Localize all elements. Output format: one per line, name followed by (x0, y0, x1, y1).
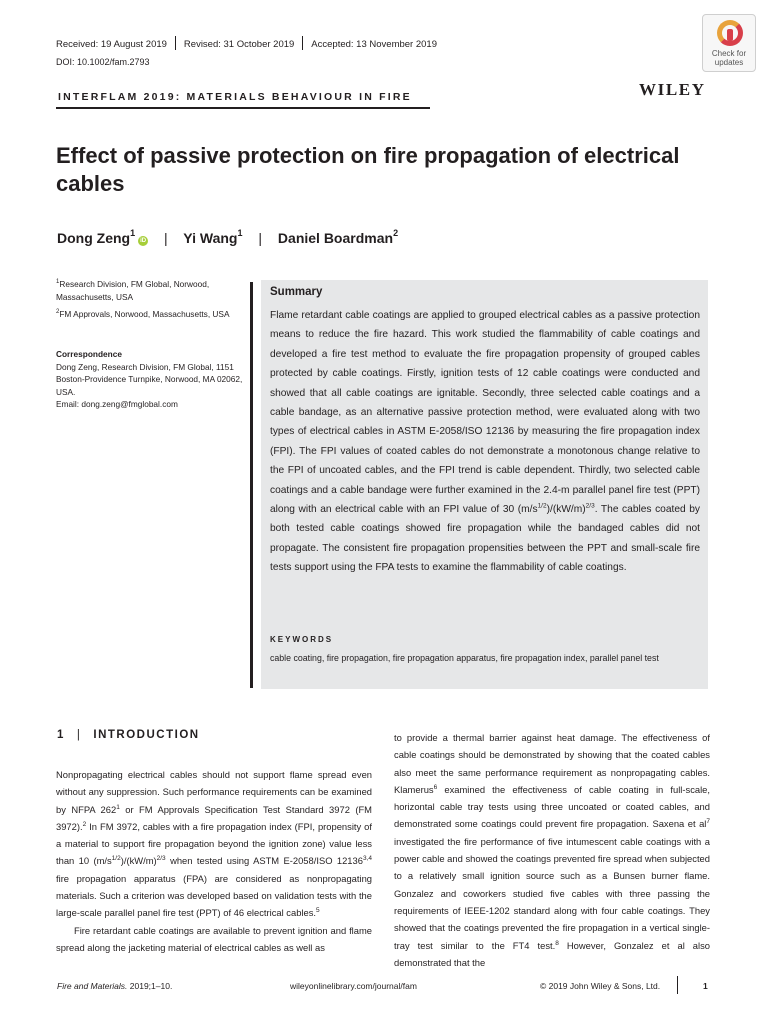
check-for-updates-badge[interactable] (702, 14, 756, 72)
summary-text: Flame retardant cable coatings are applied to grouped electrical cables as a passive protection means to reduce the fire hazard. This work studied the flammability of cable coatings and developed a fire test method to evaluate the fire propagation propensity of grouped cables protected by cable coatings. Firstly, ignition tests of 12 cable coatings were conducted and showed that all cable coatings are ignitable. Secondly, three selected cable coatings and a cable bandage, as an alternative passive protection method, were evaluated along with two types of electrical cables in ASTM E-2058/ISO 12136 by measuring the fire propagation index (FPI). The FPI values of coated cables do not demonstrate a monotonous change relative to the FPI of uncoated cables, and the FPI trend is cable dependent. Thirdly, two selected cable coatings and a cable bandage were further examined in the 2.4-m parallel panel fire test (PPT) along with an electrical cable with an FPI value of 30 $(m/s^{1/2})/(kW/m)^{2/3}$. The cables coated by both tested cable coatings showed fire propagation while the bandaged cables did not propagate. The consistent fire propagation propensities between the PPT and small-scale fire tests support using the FPA tests to examine the flammability of cable coatings. (270, 310, 701, 574)
affiliation-mark: 2 (56, 309, 60, 316)
badge-label: Check for updates (711, 49, 747, 67)
citation[interactable]: 3,4 (362, 855, 372, 863)
citation[interactable]: 8 (555, 939, 559, 947)
author-separator: | (258, 230, 263, 246)
body-column-left (56, 766, 372, 956)
journal-info: 2019;1–10. (129, 981, 173, 991)
affiliation-mark: 1 (56, 279, 60, 286)
paragraph: Nonpropagating electrical cables should not support flame spread even without any suppression. Such performance requirements can be examined by NFPA $262^1$ or FM Approvals Specification Test Standard 3972 (FM 3972).$^2$ In FM 3972, cables with a fire propagation index (FPI, propensity of a material to support fire propagation beyond the ignition zone) value less than 10 $(m/s^{1/2})/(kW/m)^{2/3}$ when tested using ASTM E-2058/ISO 12136$^{3,4}$ fire propagation apparatus (FPA) are considered as nonpropagating materials. Such a criterion was developed based on validation tests with the large-scale parallel panel fire test (PPT) of 46 electrical cables.$^5$ (56, 769, 372, 919)
citation[interactable]: 2 (82, 820, 87, 828)
affiliation-text: Research Division, FM Global, Norwood, Massachusetts, USA (56, 279, 210, 302)
keywords-heading: KEYWORDS (270, 635, 334, 644)
author-affiliation-mark: 2 (393, 228, 399, 239)
citation[interactable]: 7 (706, 818, 710, 826)
section-title: INTRODUCTION (93, 729, 200, 741)
section-number: 1 (57, 729, 65, 741)
footer-rule (677, 976, 678, 994)
author-separator: | (164, 230, 168, 246)
journal-citation (57, 981, 172, 991)
divider (302, 36, 303, 50)
affiliation-1 (56, 278, 246, 303)
orcid-icon[interactable]: iD (140, 238, 147, 244)
publisher-logo: WILEY (639, 80, 706, 99)
author-affiliation-mark: 1 (237, 228, 243, 239)
journal-name: Fire and Materials. (57, 981, 128, 991)
author-name[interactable]: Dong Zeng (57, 230, 131, 246)
section-separator: | (76, 729, 82, 741)
citation[interactable]: 5 (316, 907, 320, 915)
received-date: Received: 19 August 2019 (56, 38, 167, 50)
summary-heading: Summary (270, 286, 323, 298)
author-name[interactable]: Yi Wang (183, 230, 238, 246)
doi[interactable]: DOI: 10.1002/fam.2793 (56, 57, 150, 67)
keywords-list: cable coating, fire propagation, fire propagation apparatus, fire propagation index, parallel panel test (270, 653, 659, 663)
affiliation-2 (56, 308, 246, 321)
correspondence-label: Correspondence (56, 349, 122, 359)
accepted-date: Accepted: 13 November 2019 (311, 38, 437, 50)
journal-url[interactable]: wileyonlinelibrary.com/journal/fam (290, 981, 417, 991)
correspondence (56, 348, 246, 411)
revised-date: Revised: 31 October 2019 (183, 38, 295, 50)
paragraph: to provide a thermal barrier against heat damage. The effectiveness of cable coatings should be demonstrated by showing that the coated cables also meet the same performance requirement as nonpropagating cables. Klamerus$^6$ examined the effectiveness of cable coating in full-scale, horizontal cable tray tests using three uncoated or coated cables, and demonstrated some coatings could prevent fire propagation. Saxena et $al^7$ investigated the fire performance of five intumescent cable coatings with a power cable and showed the coatings prevented fire spread when subjected to a relatively small ignition source such as a Bunsen burner flame. Gonzalez and coworkers studied five cables with three passing the requirements of IEEE-1202 standard along with four cable coatings. They showed that the coatings prevented the fire propagation in a vertical single-tray test similar to the FT4 test.$^8$ However, Gonzalez et al also demonstrated that the (394, 732, 710, 968)
copyright: © 2019 John Wiley & Sons, Ltd. (540, 981, 661, 991)
author-list (57, 230, 398, 246)
correspondence-address: Dong Zeng, Research Division, FM Global, 1151 Boston-Providence Turnpike, Norwood, MA 02062, USA. (56, 361, 243, 397)
paragraph: Fire retardant cable coatings are available to prevent ignition and flame spread along the jacketing material of electrical cables as well as (56, 924, 372, 953)
citation[interactable]: 6 (433, 783, 438, 791)
series-rule (56, 107, 430, 109)
correspondence-email[interactable]: Email: dong.zeng@fmglobal.com (56, 399, 178, 409)
article-dates (56, 37, 437, 51)
section-heading (57, 729, 200, 741)
crossmark-bookmark-icon (727, 29, 733, 41)
body-column-right (394, 729, 710, 971)
citation[interactable]: 1 (116, 803, 120, 811)
page-number: 1 (703, 981, 708, 991)
author-affiliation-mark: 1 (130, 228, 136, 239)
series-title: INTERFLAM 2019: MATERIALS BEHAVIOUR IN FIRE (58, 91, 412, 103)
affiliation-text: FM Approvals, Norwood, Massachusetts, USA (59, 309, 230, 319)
article-title: Effect of passive protection on fire propagation of electrical cables (56, 143, 680, 196)
author-name[interactable]: Daniel Boardman (277, 230, 394, 246)
divider (175, 36, 176, 50)
summary-rule (250, 282, 253, 688)
